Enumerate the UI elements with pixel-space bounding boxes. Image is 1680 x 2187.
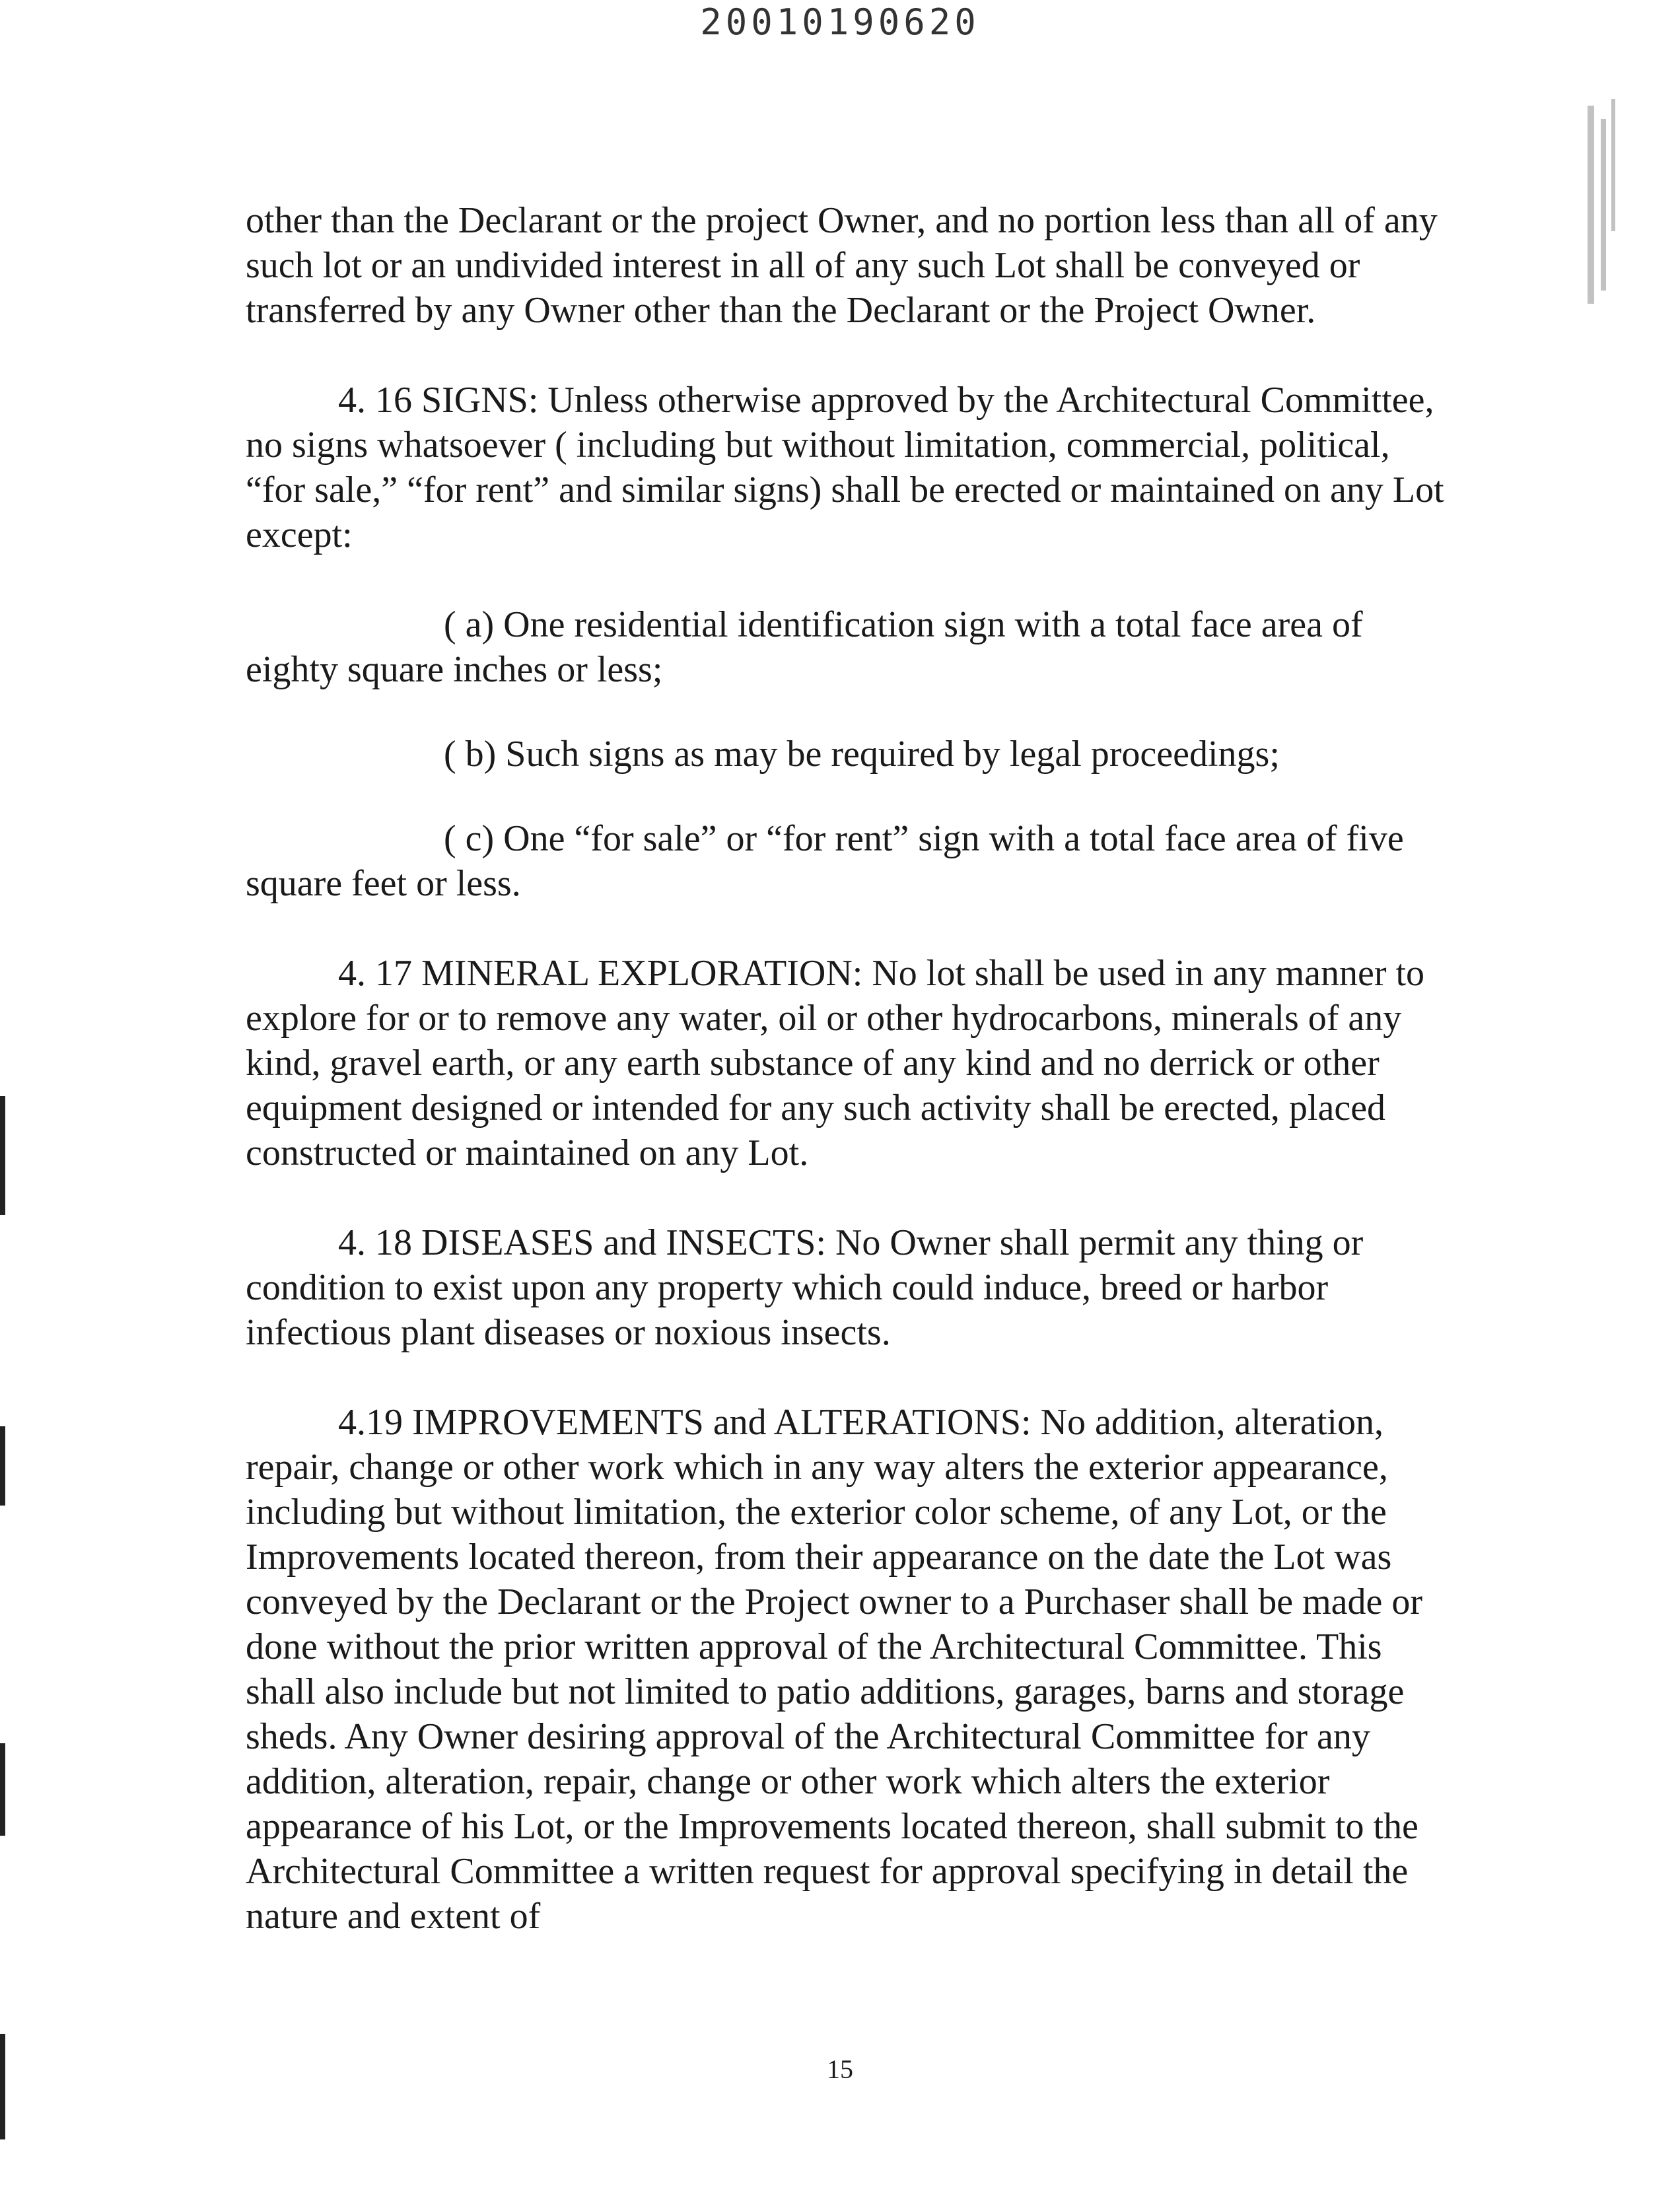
scan-edge-mark — [0, 1743, 5, 1836]
document-number: 20010190620 — [700, 1, 980, 43]
scan-edge-mark — [0, 2034, 5, 2139]
scan-edge-mark — [0, 1426, 5, 1506]
signs-item-a: ( a) One residential identification sign with a total face area of eighty square inches or less; — [246, 604, 1363, 690]
page-number: 15 — [827, 2054, 853, 2084]
paragraph-continuation: other than the Declarant or the project Owner, and no portion less than all of any such lot or an undivided interest in all of any such Lot shall be conveyed or transferred by any Owner other than the Declarant or the Project Owner. — [246, 200, 1438, 331]
section-4-18-diseases-insects: 4. 18 DISEASES and INSECTS: No Owner shall permit any thing or condition to exist upon any property which could induce, breed or harbor infectious plant diseases or noxious insects. — [246, 1222, 1364, 1353]
signs-item-b: ( b) Such signs as may be required by legal proceedings; — [444, 734, 1280, 775]
section-4-17-mineral-exploration: 4. 17 MINERAL EXPLORATION: No lot shall be used in any manner to explore for or to remove any water, oil or other hydrocarbons, minerals of any kind, gravel earth, or any earth substance of any kind and no derrick or other equipment designed or intended for any such activity shall be erected, placed constructed or maintained on any Lot. — [246, 953, 1425, 1173]
signs-item-c: ( c) One “for sale” or “for rent” sign with a total face area of five square feet or less. — [246, 818, 1404, 904]
scan-edge-mark — [0, 1096, 5, 1215]
section-4-16-signs: 4. 16 SIGNS: Unless otherwise approved by the Architectural Committee, no signs whatsoever ( including but without limitation, commercial, political, “for sale,” “for rent” and similar signs) shall be erected or maintained on any Lot except: — [246, 380, 1444, 555]
recording-stamp — [1578, 92, 1625, 317]
section-4-19-improvements-alterations: 4.19 IMPROVEMENTS and ALTERATIONS: No addition, alteration, repair, change or other work which in any way alters the exterior appearance, including but without limitation, the exterior color scheme, of any Lot, or the Improvements located thereon, from their appearance on the date the Lot was conveyed by the Declarant or the Project owner to a Purchaser shall be made or done without the prior written approval of the Architectural Committee. This shall also include but not limited to patio additions, garages, barns and storage sheds. Any Owner desiring approval of the Architectural Committee for any addition, alteration, repair, change or other work which alters the exterior appearance of his Lot, or the Improvements located thereon, shall submit to the Architectural Committee a written request for approval specifying in detail the nature and extent of — [246, 1402, 1422, 1937]
document-body — [246, 198, 1454, 1984]
